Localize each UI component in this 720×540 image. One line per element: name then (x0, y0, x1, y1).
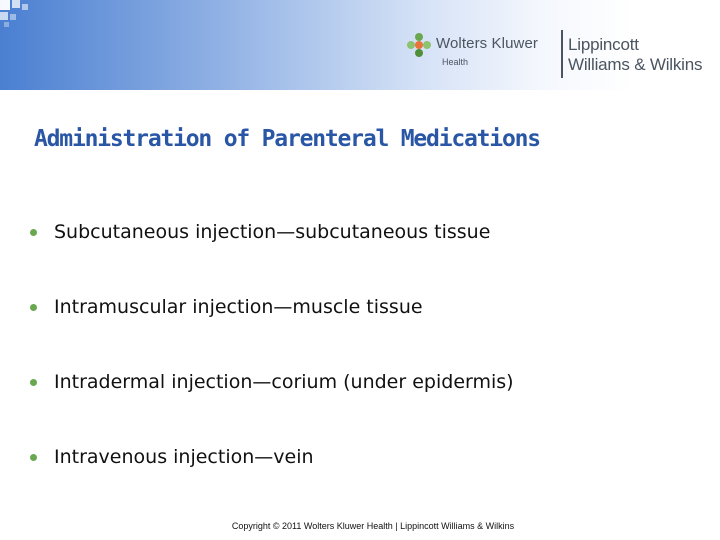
wolters-kluwer-logo-icon (406, 32, 432, 58)
logo-brand-text: Wolters Kluwer (436, 35, 538, 52)
slide-title: Administration of Parenteral Medications (34, 126, 540, 152)
decorative-square (4, 22, 9, 27)
bullet-text: Subcutaneous injection—subcutaneous tissue (54, 221, 491, 243)
decorative-square (0, 0, 10, 10)
decorative-square (12, 0, 20, 8)
logo-partner-line2: Williams & Wilkins (568, 55, 703, 74)
publisher-logo (406, 28, 716, 80)
bullet-dot-icon (30, 229, 37, 236)
decorative-square (22, 4, 28, 10)
decorative-square (0, 12, 8, 20)
copyright-footer: Copyright © 2011 Wolters Kluwer Health | Lippincott Williams & Wilkins (231, 521, 515, 531)
logo-partner-line1: Lippincott (568, 35, 639, 54)
bullet-text: Intradermal injection—corium (under epidermis) (54, 371, 514, 393)
bullet-dot-icon (30, 454, 37, 461)
logo-divider (561, 30, 563, 78)
bullet-dot-icon (30, 379, 37, 386)
bullet-text: Intramuscular injection—muscle tissue (54, 296, 423, 318)
bullet-text: Intravenous injection—vein (54, 446, 314, 468)
logo-subbrand-text: Health (442, 57, 469, 67)
bullet-dot-icon (30, 304, 37, 311)
decorative-square (10, 14, 16, 20)
